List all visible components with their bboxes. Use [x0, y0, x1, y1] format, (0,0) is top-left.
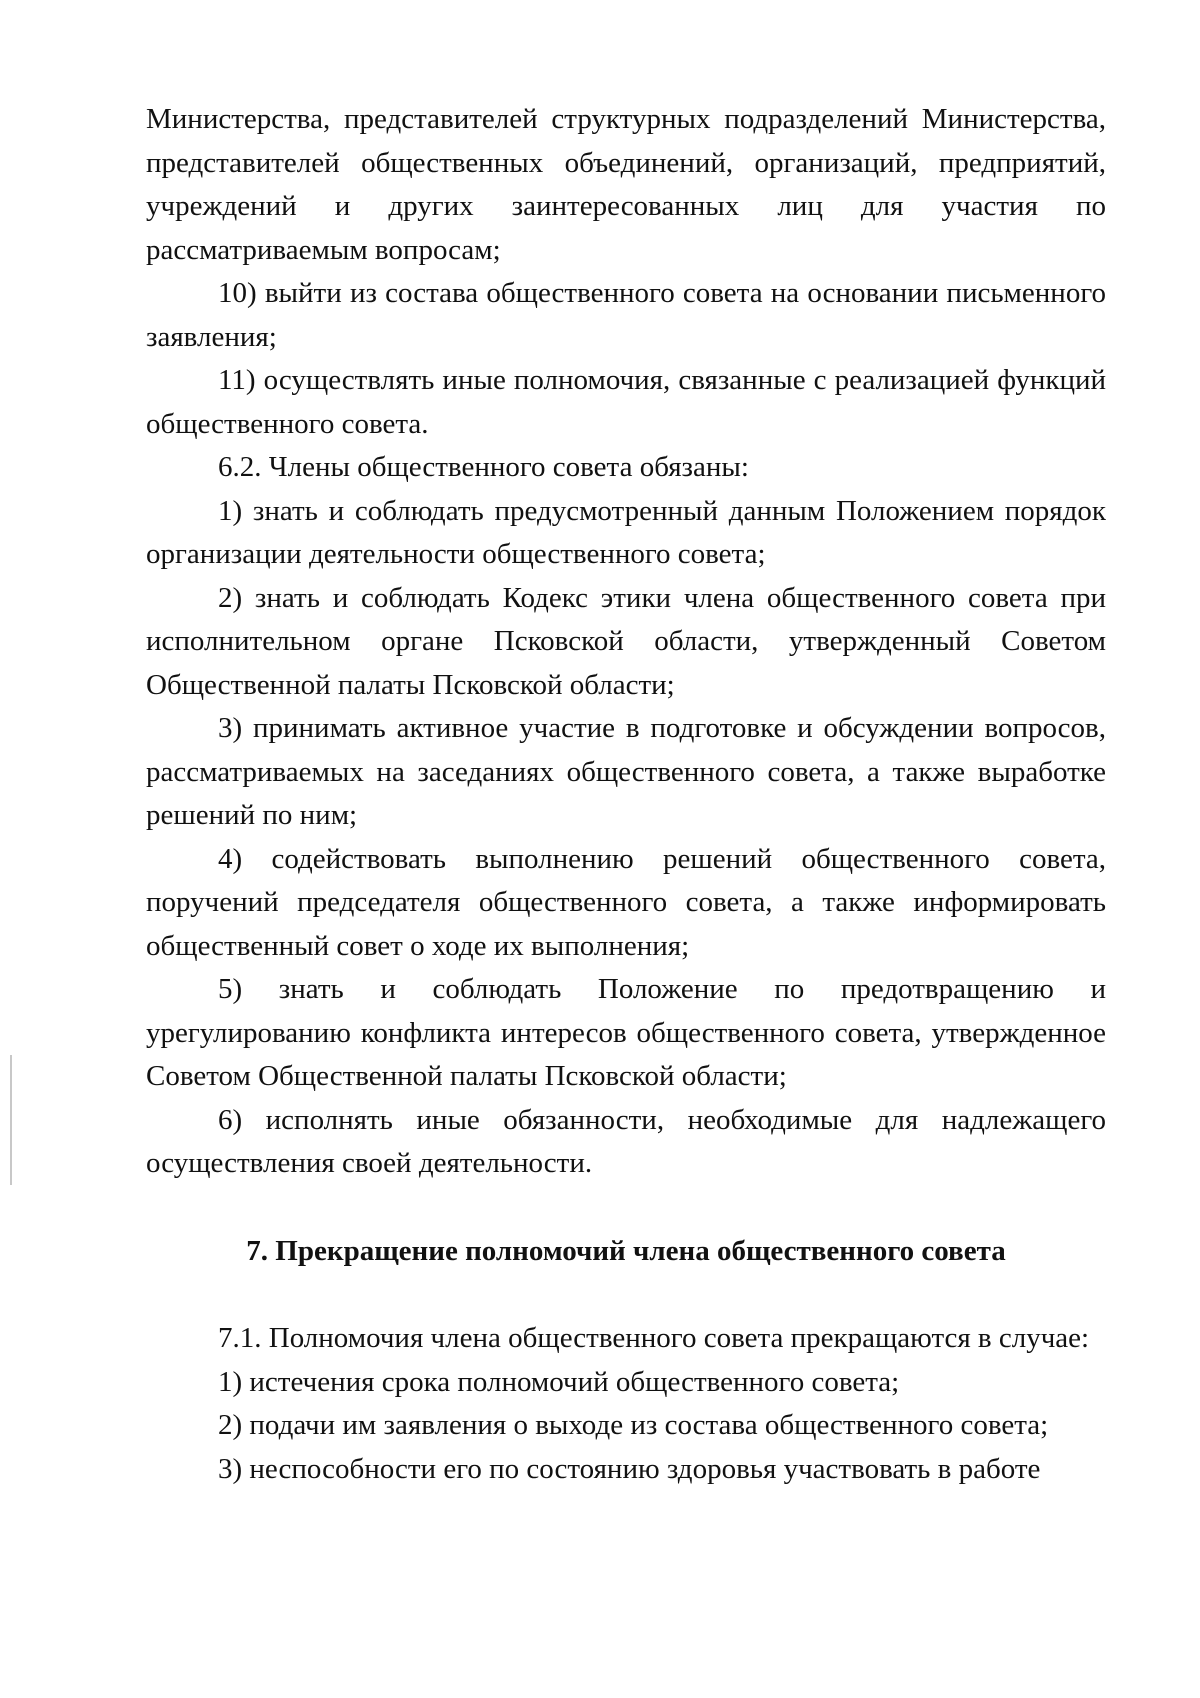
paragraph-item-11: 11) осуществлять иные полномочия, связанные с реализацией функций общественного совета.	[146, 364, 1106, 440]
scan-edge-mark	[10, 1055, 12, 1185]
spacer	[146, 1186, 1106, 1230]
paragraph-duty-1: 1) знать и соблюдать предусмотренный данным Положением порядок организации деятельности общественного совета;	[146, 494, 1106, 570]
paragraph-continuation: Министерства, представителей структурных подразделений Министерства, представителей общественных объединений, организаций, предприятий, учреждений и других заинтересованных лиц для участия по рассматриваемым вопросам;	[146, 103, 1106, 266]
paragraph-termination-2: 2) подачи им заявления о выходе из состава общественного совета;	[218, 1409, 1049, 1441]
section-heading: 7. Прекращение полномочий члена общественного совета	[246, 1234, 1006, 1267]
paragraph-clause-7-1: 7.1. Полномочия члена общественного совета прекращаются в случае:	[218, 1322, 1090, 1354]
paragraph-duty-4: 4) содействовать выполнению решений общественного совета, поручений председателя общественного совета, а также информировать общественный совет о ходе их выполнения;	[146, 842, 1106, 962]
paragraph-duty-5: 5) знать и соблюдать Положение по предотвращению и урегулированию конфликта интересов общественного совета, утвержденное Советом Общественной палаты Псковской области;	[146, 973, 1106, 1092]
paragraph-termination-3: 3) неспособности его по состоянию здоровья участвовать в работе	[218, 1452, 1041, 1485]
spacer	[146, 1273, 1106, 1317]
paragraph-item-10: 10) выйти из состава общественного совета на основании письменного заявления;	[146, 277, 1106, 353]
paragraph-termination-1: 1) истечения срока полномочий общественного совета;	[218, 1365, 900, 1398]
paragraph-clause-6-2: 6.2. Члены общественного совета обязаны:	[218, 451, 749, 483]
paragraph-duty-3: 3) принимать активное участие в подготовке и обсуждении вопросов, рассматриваемых на заседаниях общественного совета, а также выработке решений по ним;	[146, 712, 1106, 831]
paragraph-duty-2: 2) знать и соблюдать Кодекс этики члена общественного совета при исполнительном органе Псковской области, утвержденный Советом Общественной палаты Псковской области;	[146, 581, 1106, 701]
paragraph-duty-6: 6) исполнять иные обязанности, необходимые для надлежащего осуществления своей деятельности.	[146, 1103, 1106, 1179]
document-body	[146, 98, 1106, 1491]
